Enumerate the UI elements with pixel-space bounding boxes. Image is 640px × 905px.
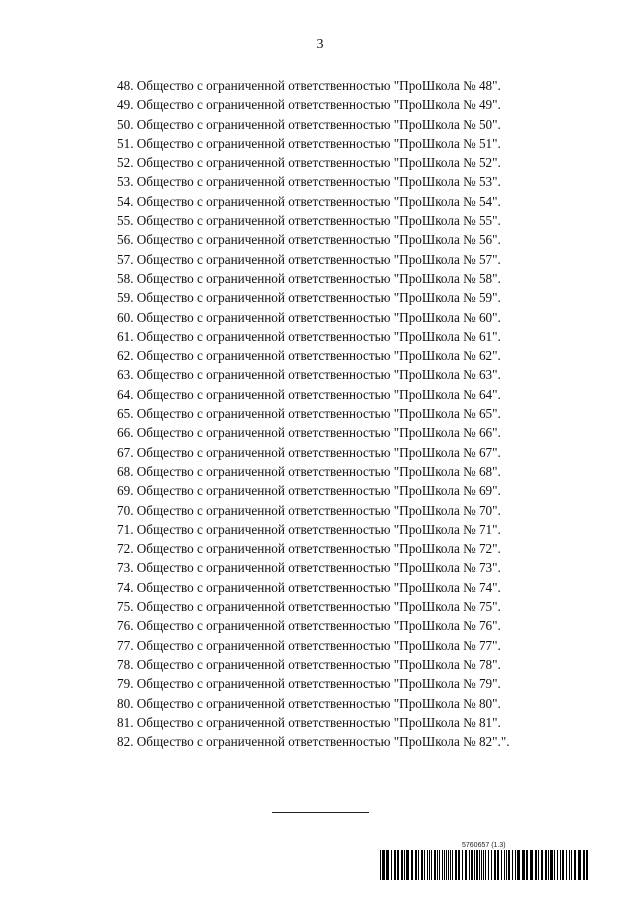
page-number: 3	[316, 37, 324, 52]
footnote-divider	[272, 812, 369, 813]
list-item: 49. Общество с ограниченной ответственностью "ПроШкола № 49".	[117, 97, 501, 113]
list-item: 74. Общество с ограниченной ответственностью "ПроШкола № 74".	[117, 579, 501, 595]
list-item: 82. Общество с ограниченной ответственностью "ПроШкола № 82".".	[117, 734, 510, 750]
list-item: 65. Общество с ограниченной ответственностью "ПроШкола № 65".	[117, 406, 501, 422]
document-code: 5760657 (1.3)	[462, 842, 506, 849]
organization-list	[117, 76, 510, 751]
list-item: 63. Общество с ограниченной ответственностью "ПроШкола № 63".	[117, 367, 501, 383]
list-item: 58. Общество с ограниченной ответственностью "ПроШкола № 58".	[117, 270, 501, 286]
list-item: 70. Общество с ограниченной ответственностью "ПроШкола № 70".	[117, 502, 501, 518]
list-item: 75. Общество с ограниченной ответственностью "ПроШкола № 75".	[117, 599, 501, 615]
list-item: 52. Общество с ограниченной ответственностью "ПроШкола № 52".	[117, 155, 501, 171]
list-item: 56. Общество с ограниченной ответственностью "ПроШкола № 56".	[117, 232, 501, 248]
barcode-icon	[380, 850, 588, 880]
list-item: 51. Общество с ограниченной ответственностью "ПроШкола № 51".	[117, 135, 501, 151]
list-item: 57. Общество с ограниченной ответственностью "ПроШкола № 57".	[117, 251, 501, 267]
list-item: 72. Общество с ограниченной ответственностью "ПроШкола № 72".	[117, 541, 501, 557]
list-item: 50. Общество с ограниченной ответственностью "ПроШкола № 50".	[117, 116, 501, 132]
list-item: 54. Общество с ограниченной ответственностью "ПроШкола № 54".	[117, 193, 501, 209]
list-item: 76. Общество с ограниченной ответственностью "ПроШкола № 76".	[117, 618, 501, 634]
list-item: 59. Общество с ограниченной ответственностью "ПроШкола № 59".	[117, 290, 501, 306]
list-item: 71. Общество с ограниченной ответственностью "ПроШкола № 71".	[117, 521, 501, 537]
list-item: 73. Общество с ограниченной ответственностью "ПроШкола № 73".	[117, 560, 501, 576]
list-item: 79. Общество с ограниченной ответственностью "ПроШкола № 79".	[117, 676, 501, 692]
list-item: 64. Общество с ограниченной ответственностью "ПроШкола № 64".	[117, 386, 501, 402]
list-item: 55. Общество с ограниченной ответственностью "ПроШкола № 55".	[117, 213, 501, 229]
list-item: 67. Общество с ограниченной ответственностью "ПроШкола № 67".	[117, 444, 501, 460]
list-item: 81. Общество с ограниченной ответственностью "ПроШкола № 81".	[117, 714, 501, 730]
list-item: 80. Общество с ограниченной ответственностью "ПроШкола № 80".	[117, 695, 501, 711]
list-item: 61. Общество с ограниченной ответственностью "ПроШкола № 61".	[117, 328, 501, 344]
list-item: 78. Общество с ограниченной ответственностью "ПроШкола № 78".	[117, 656, 501, 672]
list-item: 62. Общество с ограниченной ответственностью "ПроШкола № 62".	[117, 348, 501, 364]
list-item: 69. Общество с ограниченной ответственностью "ПроШкола № 69".	[117, 483, 501, 499]
list-item: 53. Общество с ограниченной ответственностью "ПроШкола № 53".	[117, 174, 501, 190]
list-item: 48. Общество с ограниченной ответственностью "ПроШкола № 48".	[117, 78, 501, 93]
list-item: 77. Общество с ограниченной ответственностью "ПроШкола № 77".	[117, 637, 501, 653]
list-item: 66. Общество с ограниченной ответственностью "ПроШкола № 66".	[117, 425, 501, 441]
list-item: 68. Общество с ограниченной ответственностью "ПроШкола № 68".	[117, 463, 501, 479]
list-item: 60. Общество с ограниченной ответственностью "ПроШкола № 60".	[117, 309, 501, 325]
